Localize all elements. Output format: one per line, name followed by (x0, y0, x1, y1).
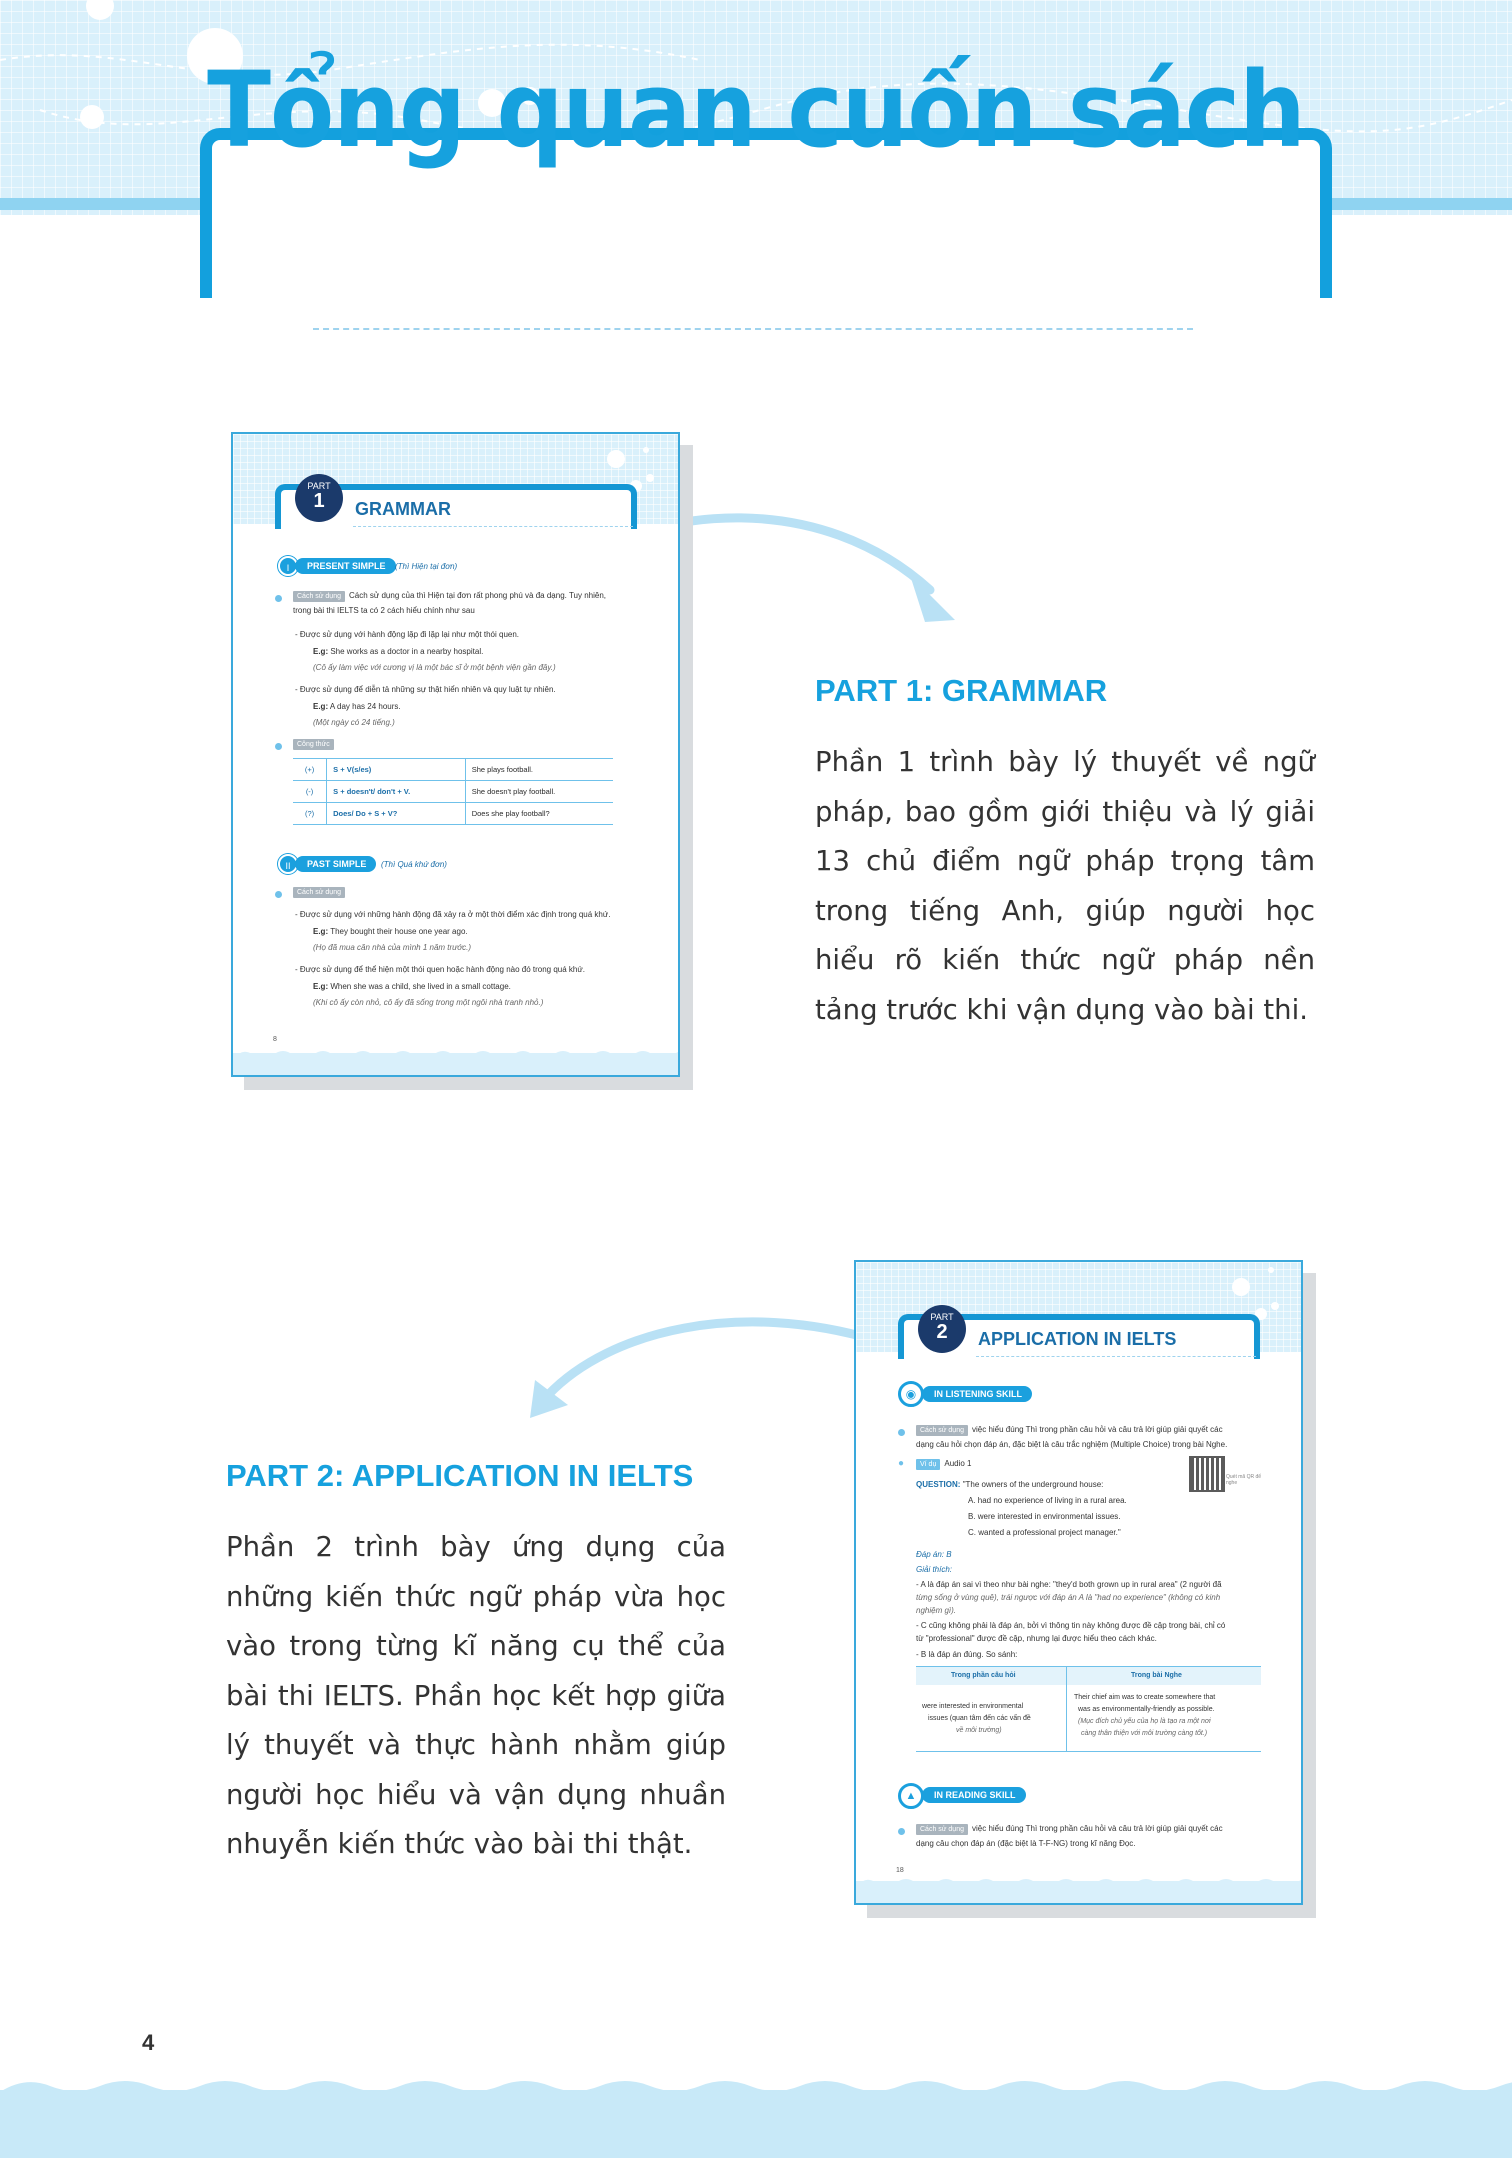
preview-wave (856, 1881, 1301, 1903)
qr-code (1191, 1458, 1223, 1490)
section-hint: (Thì Quá khứ đơn) (381, 860, 447, 869)
usage-tag: Cách sử dụng (293, 887, 349, 898)
table-cell: Their chief aim was to create somewhere that (1074, 1694, 1216, 1701)
part1-heading: PART 1: GRAMMAR (815, 673, 1108, 708)
explain-label: Giải thích: (916, 1565, 953, 1574)
bullet (275, 743, 282, 750)
bullet (898, 1429, 905, 1436)
preview-title-divider (976, 1356, 1256, 1357)
table-row: (?) Does/ Do + S + V? Does she play football? (293, 803, 613, 825)
page-preview-grammar (231, 432, 680, 1077)
section-number: II (278, 854, 298, 874)
translation-line: (Khi cô ấy còn nhỏ, cô ấy đã sống trong một ngôi nhà tranh nhỏ.) (313, 998, 544, 1007)
part2-heading: PART 2: APPLICATION IN IELTS (226, 1458, 694, 1493)
answer-line: Đáp án: B (916, 1550, 952, 1559)
title-divider (313, 328, 1193, 330)
section-number: I (278, 556, 298, 576)
part-badge: PART 1 (295, 474, 343, 522)
preview-title-divider (353, 526, 633, 527)
table-cell: càng thân thiện với môi trường càng tốt.) (1081, 1730, 1208, 1737)
part-badge: PART 2 (918, 1305, 966, 1353)
table-row: (+) S + V(s/es) She plays football. (293, 759, 613, 781)
part1-description: Phần 1 trình bày lý thuyết về ngữ pháp, bao gồm giới thiệu và lý giải 13 chủ điểm ngữ pháp trọng tâm trong tiếng Anh, giúp người học hiểu rõ kiến thức ngữ pháp nền tảng trước khi vận dụng vào bài thi. (815, 746, 1315, 1026)
explain-line: - C cũng không phải là đáp án, bởi vì thông tin này không được đề cập trong bài, chỉ có (916, 1621, 1226, 1630)
section-pill: PAST SIMPLE (295, 856, 376, 872)
example-line: E.g: A day has 24 hours. (313, 702, 401, 711)
translation-line: (Một ngày có 24 tiếng.) (313, 718, 395, 727)
usage-line: dạng câu hỏi chọn đáp án, đặc biệt là câu trắc nghiệm (Multiple Choice) trong bài Nghe. (916, 1440, 1228, 1449)
section-pill: IN READING SKILL (922, 1787, 1026, 1803)
usage-line: Cách sử dụng việc hiểu đúng Thì trong phần câu hỏi và câu trả lời giúp giải quyết các (916, 1425, 1223, 1436)
lightbulb-icon: ● (898, 1458, 905, 1469)
example-line: E.g: She works as a doctor in a nearby hospital. (313, 647, 484, 656)
section-pill: IN LISTENING SKILL (922, 1386, 1032, 1402)
bullet (275, 891, 282, 898)
table-row: (-) S + doesn't/ don't + V. She doesn't play football. (293, 781, 613, 803)
preview-page-number: 18 (896, 1867, 904, 1874)
explain-line: từ "professional" được đề cập, nhưng lại được hiểu theo cách khác. (916, 1634, 1157, 1643)
part2-description: Phần 2 trình bày ứng dụng của những kiến thức ngữ pháp vừa học vào trong từng kĩ năng cụ thể của bài thi IELTS. Phần học kết hợp giữa lý thuyết và thực hành nhằm giúp người học hiểu và vận dụng nhuần nhuyễn kiến thức vào bài thi thật. (226, 1531, 726, 1860)
page-title: Tổng quan cuốn sách (207, 49, 1305, 171)
option-line: A. had no experience of living in a rural area. (968, 1496, 1127, 1505)
preview-page-number: 8 (273, 1036, 277, 1043)
example-line: Ví dụ Audio 1 (916, 1459, 972, 1470)
explain-line: từng sống ở vùng quê), trái ngược với đáp án A là "had no experience" (không có kinh (916, 1593, 1221, 1602)
table-cell: issues (quan tâm đến các vấn đề (928, 1715, 1031, 1722)
arrow-head-part2 (530, 1380, 568, 1418)
usage-line: Cách sử dụng việc hiểu đúng Thì trong phần câu hỏi và câu trả lời giúp giải quyết các (916, 1824, 1223, 1835)
comparison-table (916, 1666, 1261, 1752)
table-cell: (Mục đích chủ yếu của họ là tạo ra một nơi (1078, 1718, 1211, 1725)
translation-line: (Họ đã mua căn nhà của mình 1 năm trước.) (313, 943, 471, 952)
example-line: E.g: They bought their house one year ago. (313, 927, 468, 936)
headphones-icon: ◉ (898, 1381, 924, 1407)
option-line: C. wanted a professional project manager." (968, 1528, 1121, 1537)
page-preview-application (854, 1260, 1303, 1905)
section-pill: PRESENT SIMPLE (295, 558, 396, 574)
formula-table (293, 758, 613, 825)
preview-title: GRAMMAR (355, 499, 451, 519)
usage-line: trong bài thi IELTS ta có 2 cách hiểu chính như sau (293, 606, 475, 615)
table-header-cell: Trong phần câu hỏi (951, 1672, 1016, 1679)
footer-wave (0, 2090, 1512, 2158)
explain-line: - B là đáp án đúng. So sánh: (916, 1650, 1018, 1659)
arrow-to-part2 (548, 1322, 875, 1395)
preview-wave (233, 1053, 678, 1075)
usage-item: - Được sử dụng với hành động lặp đi lặp lại như một thói quen. (295, 630, 520, 639)
formula-tag: Công thức (293, 739, 338, 750)
option-line: B. were interested in environmental issues. (968, 1512, 1121, 1521)
arrow-head-part1 (910, 575, 955, 622)
explain-line: - A là đáp án sai vì theo như bài nghe: "they'd both grown up in rural area" (2 người đã (916, 1580, 1222, 1589)
page-number: 4 (142, 2030, 155, 2055)
preview-title: APPLICATION IN IELTS (978, 1329, 1177, 1349)
usage-item: - Được sử dụng với những hành động đã xảy ra ở một thời điểm xác định trong quá khứ. (295, 910, 611, 919)
bullet (275, 595, 282, 602)
usage-line: Cách sử dụng Cách sử dụng của thì Hiện tại đơn rất phong phú và đa dạng. Tuy nhiên, (293, 591, 606, 602)
translation-line: (Cô ấy làm việc với cương vị là một bác sĩ ở một bệnh viện gần đây.) (313, 663, 556, 672)
table-cell: was as environmentally-friendly as possible. (1078, 1706, 1215, 1713)
section-hint: (Thì Hiện tại đơn) (395, 562, 458, 571)
explain-line: nghiệm gì). (916, 1606, 957, 1615)
qr-hint: Quét mã QR để nghe (1226, 1474, 1262, 1486)
example-line: E.g: When she was a child, she lived in a small cottage. (313, 982, 511, 991)
table-header-cell: Trong bài Nghe (1131, 1672, 1182, 1679)
usage-line: dạng câu chọn đáp án (đặc biệt là T-F-NG) trong kĩ năng Đọc. (916, 1839, 1136, 1848)
table-cell: were interested in environmental (922, 1703, 1024, 1710)
table-cell: về môi trường) (956, 1727, 1002, 1734)
usage-item: - Được sử dụng để thể hiện một thói quen hoặc hành động nào đó trong quá khứ. (295, 965, 585, 974)
usage-item: - Được sử dụng để diễn tả những sự thật hiển nhiên và quy luật tự nhiên. (295, 685, 556, 694)
reading-icon: ▲ (898, 1783, 924, 1809)
bullet (898, 1828, 905, 1835)
question-line: QUESTION: "The owners of the underground house: (916, 1480, 1104, 1489)
